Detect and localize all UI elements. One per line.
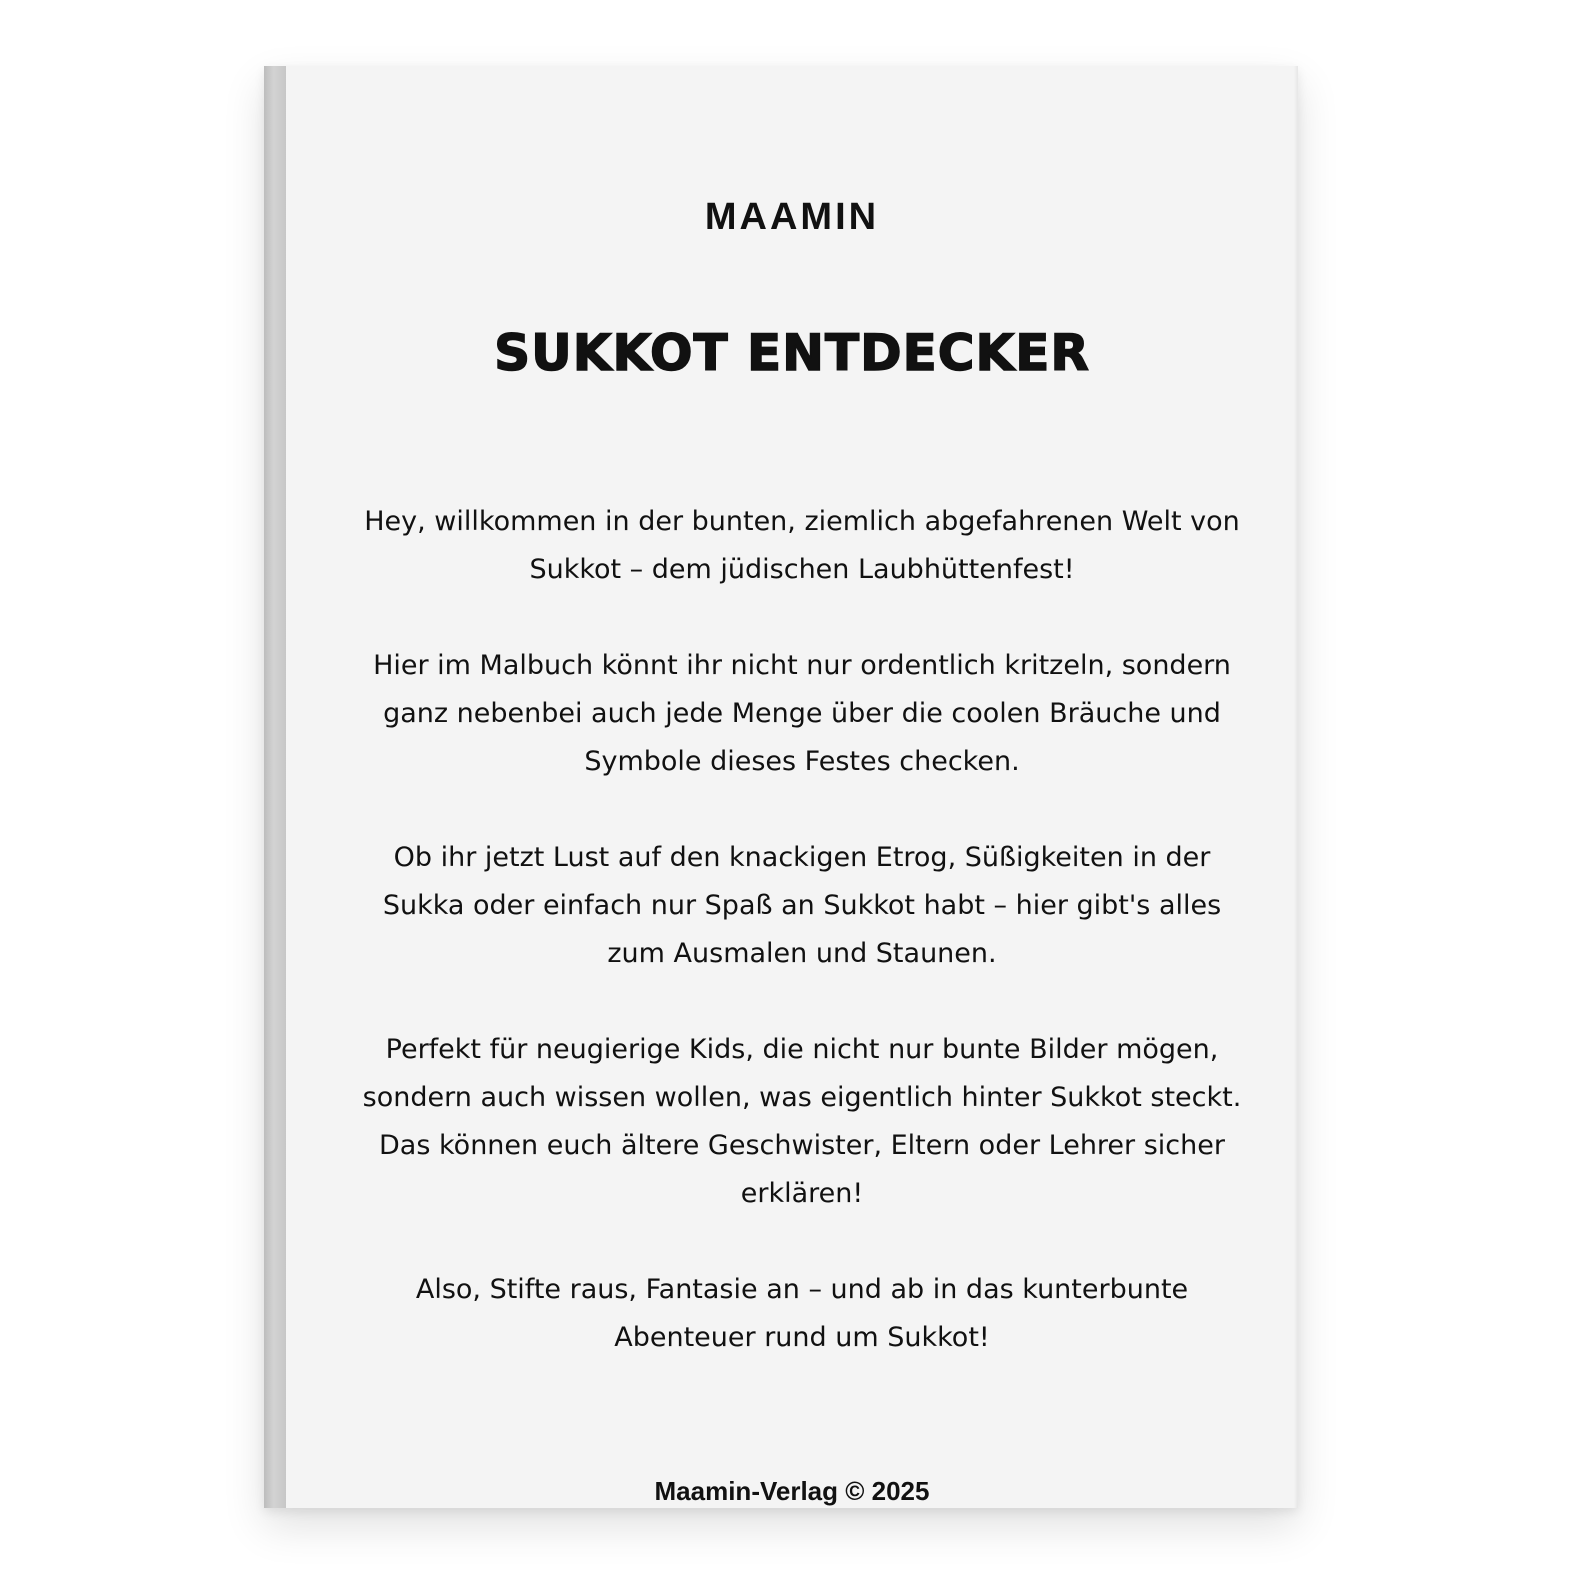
paragraph-malbuch: Hier im Malbuch könnt ihr nicht nur ordentlich kritzeln, sondern ganz nebenbei auch jede Menge über die coolen Bräuche und Symbole dieses Festes checken. (373, 650, 1231, 777)
back-cover-page (286, 66, 1298, 1508)
publisher-footer: Maamin-Verlag © 2025 (654, 1476, 930, 1506)
paragraph-closing: Also, Stifte raus, Fantasie an – und ab in das kunterbunte Abenteuer rund um Sukkot! (415, 1274, 1189, 1353)
intro-text (356, 498, 1248, 1410)
paragraph-etrog: Ob ihr jetzt Lust auf den knackigen Etrog, Süßigkeiten in der Sukka oder einfach nur Spaß an Sukkot habt – hier gibt's alles zum Ausmalen und Staunen. (382, 842, 1222, 969)
paragraph-kids: Perfekt für neugierige Kids, die nicht nur bunte Bilder mögen, sondern auch wissen wollen, was eigentlich hinter Sukkot steckt. Das können euch ältere Geschwister, Eltern oder Lehrer sicher erklären! (362, 1034, 1242, 1209)
booklet (264, 66, 1298, 1508)
book-title: SUKKOT ENTDECKER (494, 324, 1090, 382)
brand-name: MAAMIN (704, 196, 880, 238)
paragraph-welcome: Hey, willkommen in der bunten, ziemlich abgefahrenen Welt von Sukkot – dem jüdischen Laubhüttenfest! (364, 506, 1240, 585)
page-edge (1294, 66, 1298, 1508)
book-spine (264, 66, 286, 1508)
